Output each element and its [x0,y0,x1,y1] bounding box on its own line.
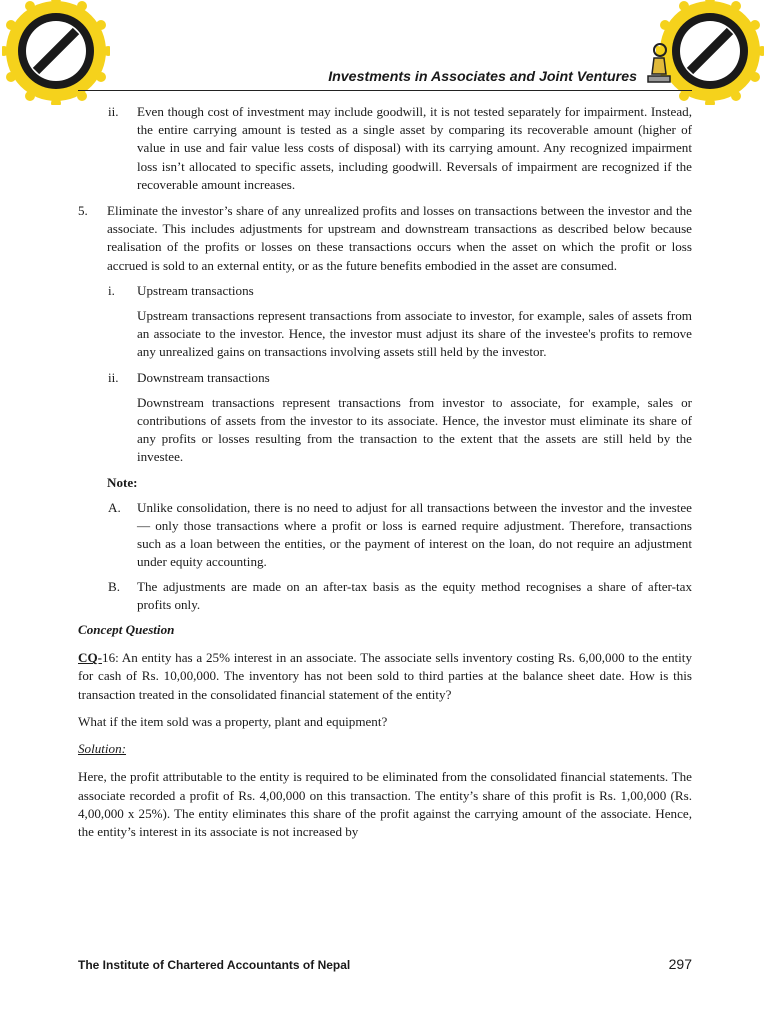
list-marker: A. [108,499,121,515]
list-marker: i. [108,282,115,298]
page-number: 297 [668,956,692,972]
paragraph: Upstream transactions represent transactions from associate to investor, for example, sales of assets from an associate to the investor. Hence, the investor must adjust its share of the investee's profits to remove any unrealized gains on transactions involving assets still held by the investor. [137,308,692,360]
paragraph: Unlike consolidation, there is no need to adjust for all transactions between the investor and the investee — only those transactions where a profit or loss is earned require adjustment. Therefore, transactions such as a loan between the entities, or the payment of interest on the loan, do not require an adjustment under equity accounting. [137,499,692,570]
concept-question-text [78,649,692,704]
solution-label: Solution: [78,741,127,757]
concept-question-heading: Concept Question [78,622,175,638]
footer-institute: The Institute of Chartered Accountants of Nepal [78,958,351,972]
page-content [78,103,692,841]
list-marker: 5. [78,203,88,219]
note-item-b [78,578,692,614]
note-label-block [78,474,692,492]
page-header-title: Investments in Associates and Joint Ventures [328,69,637,85]
sub-item-downstream [78,369,692,467]
note-label: Note: [107,474,138,490]
paragraph: Even though cost of investment may include goodwill, it is not tested separately for impairment. Instead, the entire carrying amount is tested as a single asset by comparing its recoverable amount (higher of value in use and fair value less costs of disposal) with its carrying amount. Any recognized impairment loss isn’t allocated to specific assets, including goodwill. Reversals of impairment are recognized if the recoverable amount increases. [137,104,692,192]
concept-question-followup: What if the item sold was a property, plant and equipment? [78,713,388,729]
list-item-5 [78,202,692,275]
cq-number: 16 [102,650,116,666]
paragraph: Eliminate the investor’s share of any unrealized profits and losses on transactions between the investor and the associate. This includes adjustments for upstream and downstream transactions as described below because realisation of the profits or losses on these transactions occurs when the asset on which the profit or loss accrued is sold to an external entity, or as the future benefits embodied in the asset are consumed. [107,203,692,273]
list-marker: ii. [108,104,119,119]
list-item-ii [78,103,692,194]
sub-heading: Upstream transactions [137,282,254,298]
seated-figure-icon [640,42,676,88]
cq-body: : An entity has a 25% interest in an associate. The associate sells inventory costing Rs. 6,00,000 to the entity for cash of Rs. 10,00,000. The inventory has not been sold to third parties at the balance sheet date. How is this transaction treated in the consolidated financial statement of the entity? [78,650,692,702]
list-marker: B. [108,578,121,594]
paragraph: The adjustments are made on an after-tax basis as the equity method recognises a share of after-tax profits only. [137,578,692,612]
solution-text: Here, the profit attributable to the entity is required to be eliminated from the consolidated financial statements. The associate recorded a profit of Rs. 4,00,000 on this transaction. The entity’s share of this profit is Rs. 1,00,000 (Rs. 4,00,000 x 25%). The entity eliminates this share of the profit against the carrying amount of the associate. Hence, the entity’s interest in its associate is not increased by [78,769,692,839]
note-item-a [78,499,692,572]
paragraph: Downstream transactions represent transactions from investor to associate, for example, sales or contributions of assets from the investor to its associate. Hence, the investor must eliminate its share of any profits or losses resulting from the transaction to the extent that the assets are still held by the investee. [137,394,692,465]
sub-heading: Downstream transactions [137,369,270,385]
cq-label: CQ- [78,650,103,666]
sub-item-upstream [78,282,692,362]
header-divider [78,90,692,91]
list-marker: ii. [108,369,119,385]
